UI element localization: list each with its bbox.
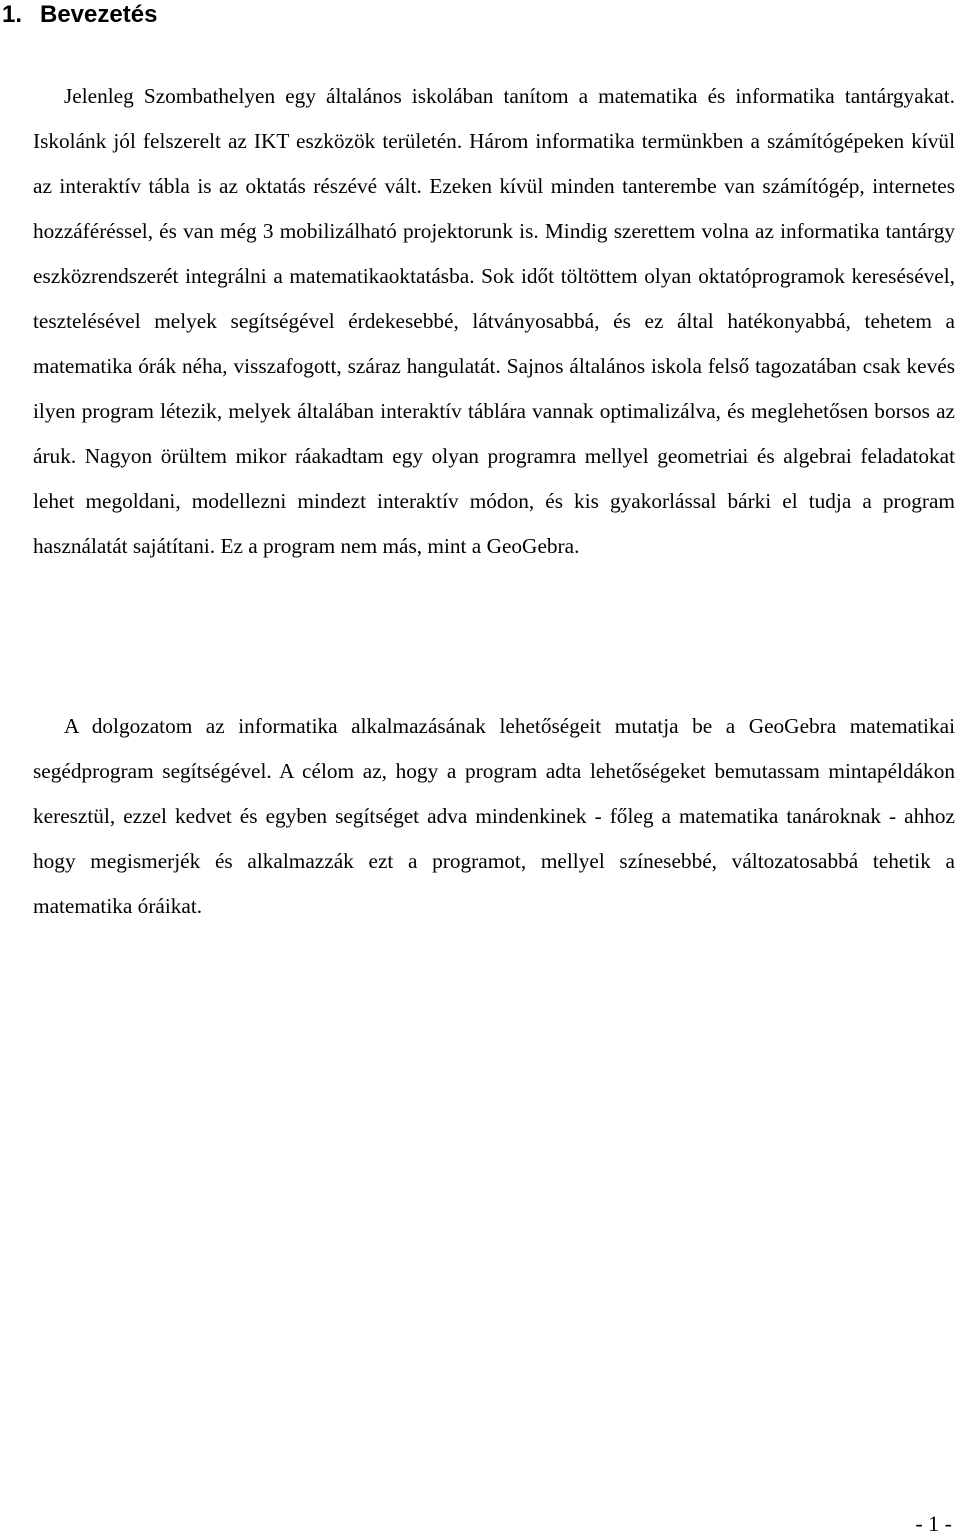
paragraph-introduction: Jelenleg Szombathelyen egy általános iskolában tanítom a matematika és informatika tantárgyakat. Iskolánk jól felszerelt az IKT eszközök területén. Három informatika termünkben a számítógépeken kívül az interaktív tábla is az oktatás részévé vált. Ezeken kívül minden tanterembe van számítógép, internetes hozzáféréssel, és van még 3 mobilizálható projektorunk is. Mindig szerettem volna az informatika tantárgy eszközrendszerét integrálni a matematikaoktatásba. Sok időt töltöttem olyan oktatóprogramok keresésével, tesztelésével melyek segítségével érdekesebbé, látványosabbá, és ez által hatékonyabbá, tehetem a matematika órák néha, visszafogott, száraz hangulatát. Sajnos általános iskola felső tagozatában csak kevés ilyen program létezik, melyek általában interaktív táblára vannak optimalizálva, és meglehetősen borsos az áruk. Nagyon örültem mikor ráakadtam egy olyan programra mellyel geometriai és algebrai feladatokat lehet megoldani, modellezni mindezt interaktív módon, és kis gyakorlással bárki el tudja a program használatát sajátítani. Ez a program nem más, mint a GeoGebra.	[33, 84, 955, 558]
section-number: 1.	[2, 1, 23, 28]
paragraph-purpose: A dolgozatom az informatika alkalmazásának lehetőségeit mutatja be a GeoGebra matematikai segédprogram segítségével. A célom az, hogy a program adta lehetőségeket bemutassam mintapéldákon keresztül, ezzel kedvet és egyben segítséget adva mindenkinek - főleg a matematika tanároknak - ahhoz hogy megismerjék és alkalmazzák ezt a programot, mellyel színesebbé, változatosabbá tehetik a matematika óráikat.	[33, 714, 955, 918]
page-number: - 1 -	[915, 1511, 952, 1536]
section-title: Bevezetés	[40, 1, 158, 28]
section-heading	[2, 0, 157, 30]
